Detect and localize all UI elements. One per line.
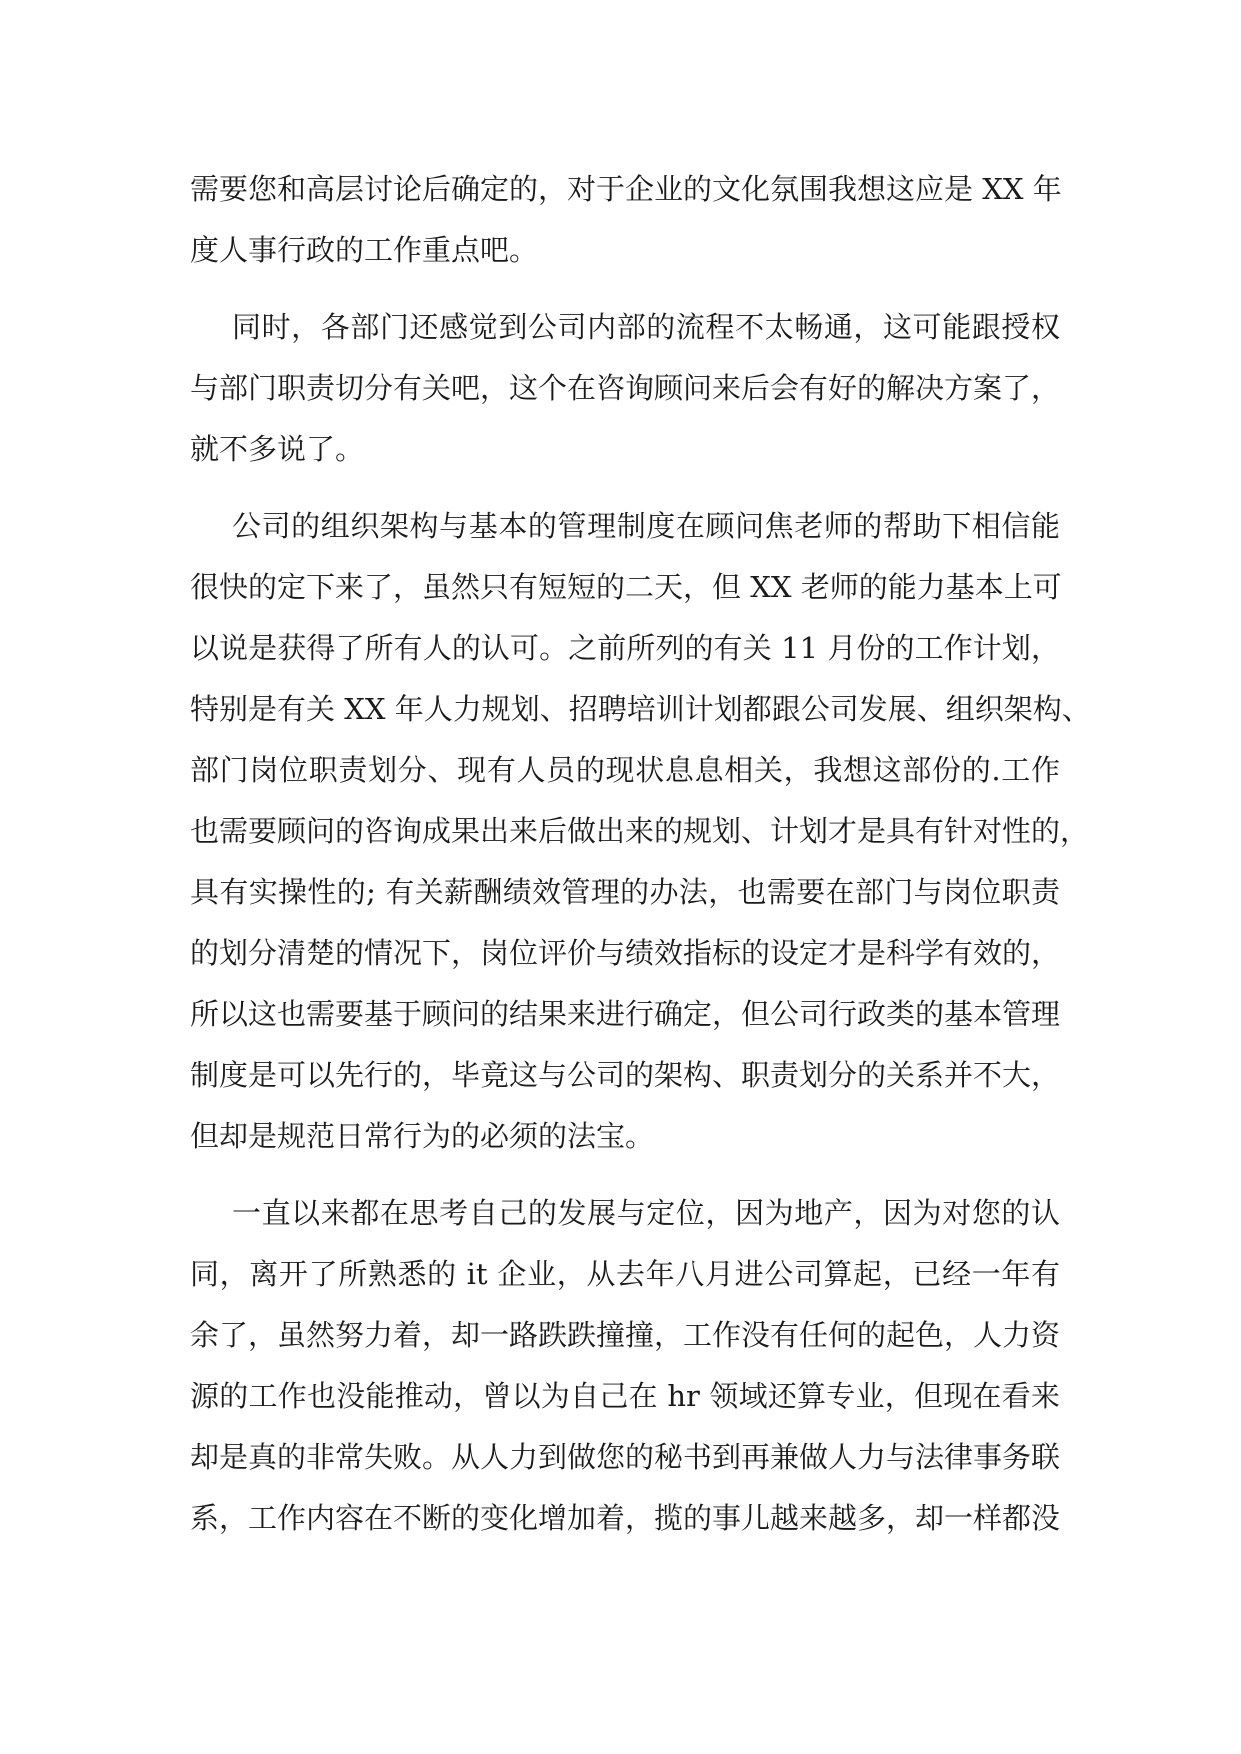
paragraph-1-line-1: 需要您和高层讨论后确定的，对于企业的文化氛围我想这应是 XX 年 xyxy=(190,172,1062,206)
paragraph-3-line-10: 制度是可以先行的，毕竟这与公司的架构、职责划分的关系并不大， xyxy=(190,1058,1061,1092)
paragraph-4-line-3: 余了，虽然努力着，却一路跌跌撞撞，工作没有任何的起色，人力资 xyxy=(190,1318,1061,1352)
paragraph-4-line-6: 系，工作内容在不断的变化增加着，揽的事儿越来越多，却一样都没 xyxy=(190,1501,1061,1535)
paragraph-3-line-7: 具有实操性的; 有关薪酬绩效管理的办法，也需要在部门与岗位职责 xyxy=(190,875,1060,909)
paragraph-3-line-9: 所以这也需要基于顾问的结果来进行确定，但公司行政类的基本管理 xyxy=(190,997,1061,1031)
paragraph-2-line-1: 同时，各部门还感觉到公司内部的流程不太畅通，这可能跟授权 xyxy=(232,310,1060,344)
paragraph-4-line-4: 源的工作也没能推动，曾以为自己在 hr 领域还算专业，但现在看来 xyxy=(190,1379,1060,1413)
paragraph-3-line-3: 以说是获得了所有人的认可。之前所列的有关 11 月份的工作计划， xyxy=(190,631,1060,665)
paragraph-1-line-2: 度人事行政的工作重点吧。 xyxy=(190,233,539,267)
paragraph-3-line-2: 很快的定下来了，虽然只有短短的二天，但 XX 老师的能力基本上可 xyxy=(190,570,1062,604)
document-body xyxy=(190,159,1091,1549)
paragraph-gap xyxy=(190,1167,1060,1183)
paragraph-gap xyxy=(190,281,1060,297)
paragraph-3-line-6: 也需要顾问的咨询成果出来后做出来的规划、计划才是具有针对性的， xyxy=(190,814,1090,848)
paragraph-3-line-5: 部门岗位职责划分、现有人员的现状息息相关，我想这部份的.工作 xyxy=(190,753,1060,787)
paragraph-4-line-2: 同，离开了所熟悉的 it 企业，从去年八月进公司算起，已经一年有 xyxy=(190,1257,1060,1291)
paragraph-3-line-4: 特别是有关 XX 年人力规划、招聘培训计划都跟公司发展、组织架构、 xyxy=(190,692,1091,726)
paragraph-gap xyxy=(190,480,1060,496)
paragraph-2-line-2: 与部门职责切分有关吧，这个在咨询顾问来后会有好的解决方案了， xyxy=(190,371,1061,405)
paragraph-3-line-8: 的划分清楚的情况下，岗位评价与绩效指标的设定才是科学有效的， xyxy=(190,936,1061,970)
paragraph-4-line-1: 一直以来都在思考自己的发展与定位，因为地产，因为对您的认 xyxy=(232,1196,1060,1230)
paragraph-4-line-5: 却是真的非常失败。从人力到做您的秘书到再兼做人力与法律事务联 xyxy=(190,1440,1061,1474)
paragraph-2-line-3: 就不多说了。 xyxy=(190,432,365,466)
paragraph-3-line-11: 但却是规范日常行为的必须的法宝。 xyxy=(190,1119,655,1153)
paragraph-3-line-1: 公司的组织架构与基本的管理制度在顾问焦老师的帮助下相信能 xyxy=(232,509,1060,543)
